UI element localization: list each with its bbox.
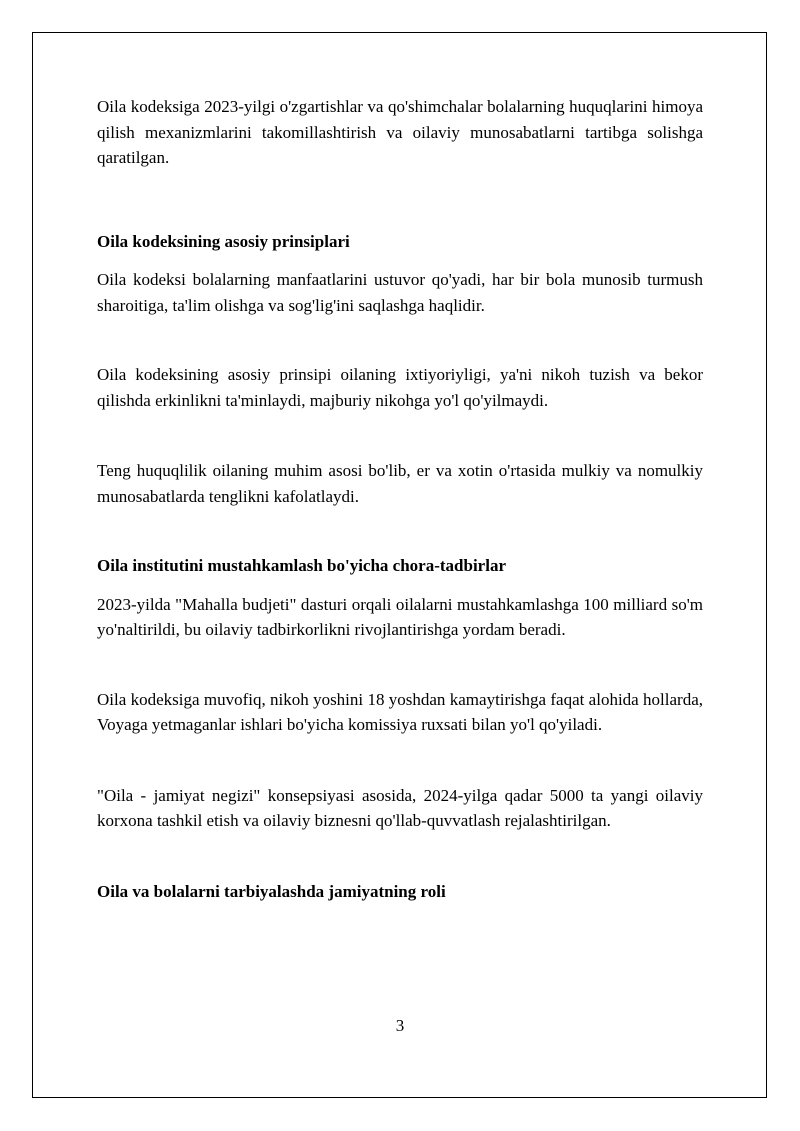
paragraph-intro: Oila kodeksiga 2023-yilgi o'zgartishlar va qo'shimchalar bolalarning huquqlarini himoya qilish mexanizmlarini takomillashtirish va oilaviy munosabatlarni tartibga solishga qaratilgan. xyxy=(97,97,703,167)
paragraph-child-interests: Oila kodeksi bolalarning manfaatlarini ustuvor qo'yadi, har bir bola munosib turmush sharoitiga, ta'lim olishga va sog'lig'ini saqlashga haqlidir. xyxy=(97,270,703,315)
paragraph-mahalla-budget: 2023-yilda "Mahalla budjeti" dasturi orqali oilalarni mustahkamlashga 100 milliard so'm yo'naltirildi, bu oilaviy tadbirkorlikni rivojlantirishga yordam beradi. xyxy=(97,594,703,639)
paragraph-equal-rights: Teng huquqlilik oilaning muhim asosi bo'lib, er va xotin o'rtasida mulkiy va nomulkiy munosabatlarda tenglikni kafolatlaydi. xyxy=(97,461,703,506)
section-heading-principles: Oila kodeksining asosiy prinsiplari xyxy=(97,231,350,251)
paragraph-family-concept: "Oila - jamiyat negizi" konsepsiyasi asosida, 2024-yilga qadar 5000 ta yangi oilaviy korxona tashkil etish va oilaviy biznesni qo'llab-quvvatlash rejalashtirilgan. xyxy=(97,785,703,830)
section-heading-society-role: Oila va bolalarni tarbiyalashda jamiyatning roli xyxy=(97,881,446,901)
paragraph-voluntary-marriage: Oila kodeksining asosiy prinsipi oilaning ixtiyoriyligi, ya'ni nikoh tuzish va bekor qilishda erkinlikni ta'minlaydi, majburiy nikohga yo'l qo'yilmaydi. xyxy=(97,365,703,410)
section-heading-measures: Oila institutini mustahkamlash bo'yicha chora-tadbirlar xyxy=(97,556,506,575)
page-number: 3 xyxy=(395,1016,405,1035)
document-body xyxy=(97,94,703,904)
paragraph-marriage-age: Oila kodeksiga muvofiq, nikoh yoshini 18 yoshdan kamaytirishga faqat alohida hollarda, Voyaga yetmaganlar ishlari bo'yicha komissiya ruxsati bilan yo'l qo'yiladi. xyxy=(97,689,703,734)
